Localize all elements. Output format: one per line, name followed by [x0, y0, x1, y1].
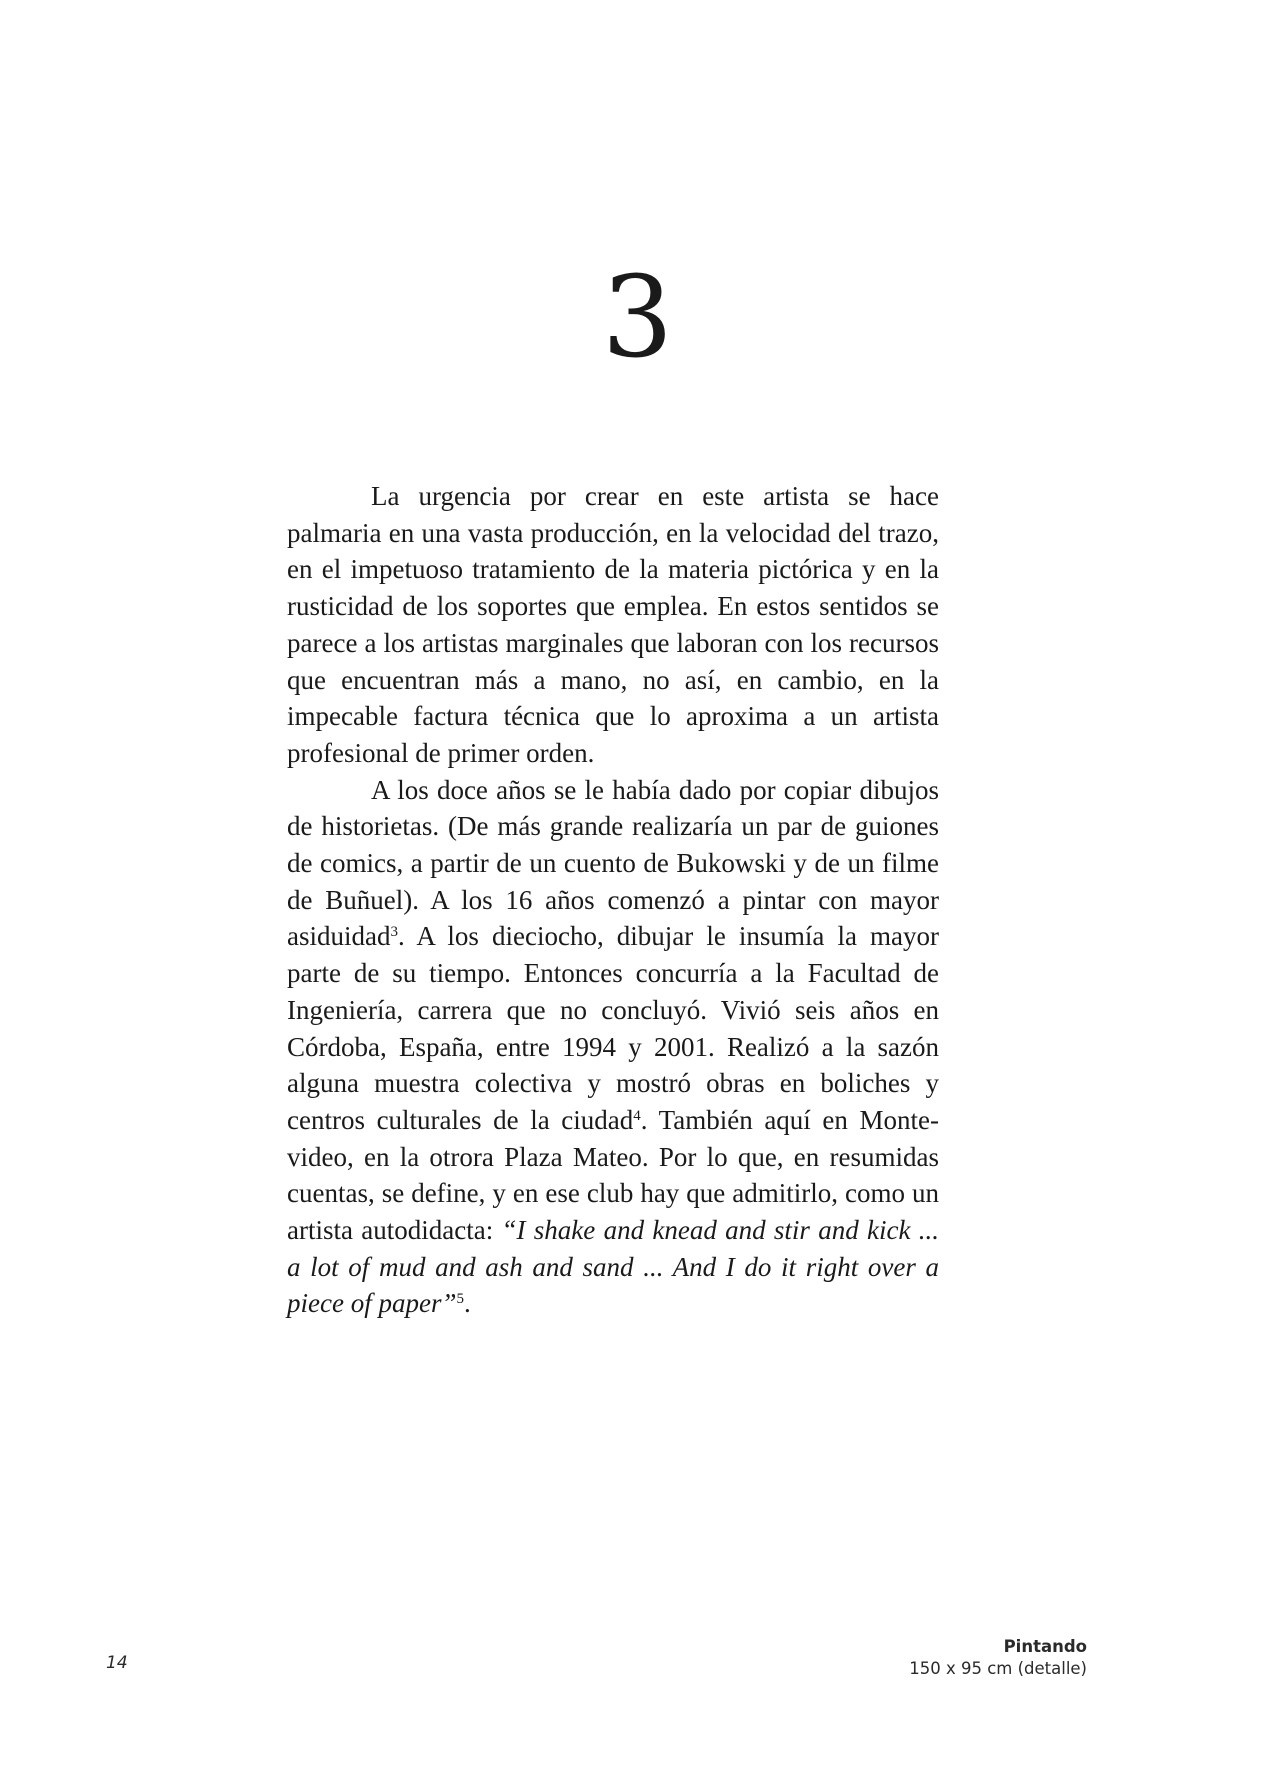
chapter-number: 3 — [601, 253, 674, 383]
text-run: A los doce años se le había dado por copiar dibujos de historietas. (De más grande realizaría un par de guiones de comics, a partir de un cuento de Bukowski y de un filme de Buñuel). A los 16 años comenzó a pintar con mayor asiduidad — [287, 774, 939, 952]
text-run: . También aquí en Montevideo, en la otrora Plaza Mateo. Por lo que, en resumidas cuentas, se define, y en ese club hay que admitirlo, como un artista autodidacta: — [287, 1104, 939, 1246]
artwork-title: Pintando — [1003, 1637, 1087, 1656]
page-number: 14 — [106, 1653, 128, 1673]
paragraph — [287, 772, 939, 1323]
footnote-ref: 4 — [633, 1107, 641, 1124]
body-text — [287, 478, 939, 1322]
text-run: . — [463, 1288, 471, 1319]
footnote-ref: 3 — [390, 924, 398, 941]
footnote-ref: 5 — [456, 1291, 464, 1308]
text-run: La urgencia por crear en este artista se hace palmaria en una vasta producción, en la velocidad del trazo, en el impetuoso tratamiento de la materia pictórica y en la rusticidad de los soportes que emplea. En estos sentidos se parece a los artistas marginales que laboran con los recursos que encuentran más a mano, no así, en cambio, en la impecable factura técnica que lo aproxima a un artista profesional de primer orden. — [287, 481, 939, 768]
artwork-dimensions: 150 x 95 cm (detalle) — [909, 1659, 1087, 1678]
paragraph — [287, 478, 939, 772]
artwork-caption — [909, 1636, 1087, 1680]
quotation: “I shake and knead and stir and kick ... a lot of mud and ash and sand ... And I do it right over a piece of paper” — [287, 1215, 939, 1319]
text-run: . A los dieciocho, dibujar le insumía la mayor parte de su tiempo. Entonces concurría a la Facultad de Ingeniería, carrera que no concluyó. Vivió seis años en Córdoba, España, entre 1994 y 2001. Realizó a la sazón alguna muestra colectiva y mostró obras en boliches y centros culturales de la ciudad — [287, 921, 939, 1135]
